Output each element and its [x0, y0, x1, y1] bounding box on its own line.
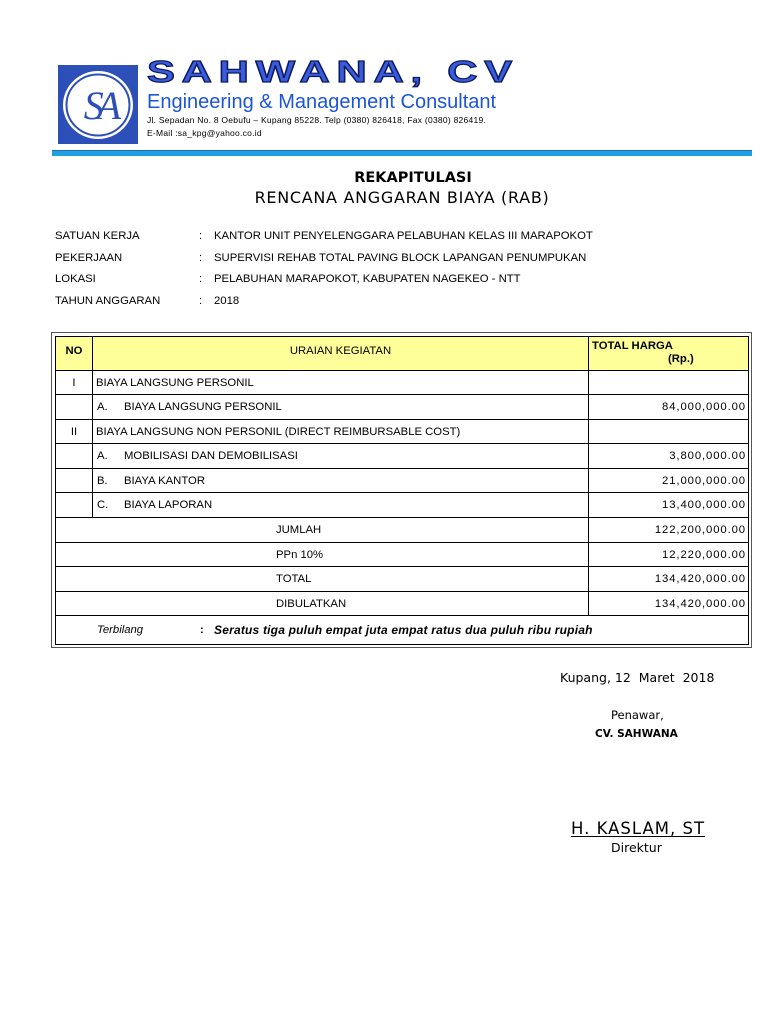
summary-amount: 12,220,000.00 — [589, 543, 749, 567]
terbilang-text: Seratus tiga puluh empat juta empat ratus dua puluh ribu rupiah — [214, 622, 593, 637]
row-no: II — [56, 420, 93, 444]
info-row-lokasi — [0, 274, 768, 288]
row-description: BIAYA LANGSUNG NON PERSONIL (DIRECT REIMBURSABLE COST) — [93, 420, 589, 444]
signer-name: H. KASLAM, ST — [571, 819, 706, 838]
info-row-pekerjaan — [0, 253, 768, 267]
header-total-unit: (Rp.) — [668, 352, 694, 365]
header-uraian: URAIAN KEGIATAN — [93, 337, 589, 371]
document-title: REKAPITULASI — [354, 170, 472, 186]
row-amount — [589, 371, 749, 395]
summary-amount: 122,200,000.00 — [589, 518, 749, 543]
info-separator: : — [199, 295, 203, 307]
table-row — [56, 469, 749, 493]
summary-label: JUMLAH — [56, 518, 589, 543]
row-no — [56, 469, 93, 493]
row-description — [93, 444, 589, 469]
signer-role: Penawar, — [611, 708, 664, 722]
row-description — [93, 493, 589, 518]
info-label: PEKERJAAN — [55, 252, 123, 264]
signer-company: CV. SAHWANA — [595, 728, 678, 740]
company-email: E-Mail :sa_kpg@yahoo.co.id — [147, 128, 262, 138]
header-total — [589, 337, 749, 371]
info-value: KANTOR UNIT PENYELENGGARA PELABUHAN KELAS III MARAPOKOT — [214, 230, 593, 242]
summary-row-dibulatkan — [56, 592, 749, 616]
info-row-tahun-anggaran — [0, 296, 768, 310]
header-no: NO — [56, 337, 93, 371]
summary-row-total — [56, 567, 749, 592]
info-value: 2018 — [214, 295, 240, 307]
info-row-satuan-kerja — [0, 231, 768, 245]
signer-title: Direktur — [611, 840, 662, 855]
table-header-row — [56, 337, 749, 371]
row-description — [93, 469, 589, 493]
info-separator: : — [199, 230, 203, 242]
row-description — [93, 395, 589, 420]
company-logo — [58, 65, 138, 144]
logo-monogram: SA — [83, 83, 115, 128]
row-amount: 3,800,000.00 — [589, 444, 749, 469]
document-subtitle: RENCANA ANGGARAN BIAYA (RAB) — [254, 188, 550, 207]
summary-row-jumlah — [56, 518, 749, 543]
table-row — [56, 395, 749, 420]
row-item-letter: A. — [97, 450, 108, 462]
summary-label: TOTAL — [56, 567, 589, 592]
row-item-letter: C. — [97, 499, 109, 511]
letterhead-divider — [52, 150, 752, 156]
row-item-letter: B. — [97, 474, 108, 487]
row-no — [56, 493, 93, 518]
info-label: LOKASI — [55, 273, 96, 285]
place-date: Kupang, 12 Maret 2018 — [560, 670, 715, 685]
table-row-section — [56, 420, 749, 444]
row-amount — [589, 420, 749, 444]
company-tagline: Engineering & Management Consultant — [147, 91, 497, 113]
row-amount: 13,400,000.00 — [589, 493, 749, 518]
info-separator: : — [199, 273, 203, 285]
row-amount: 84,000,000.00 — [589, 395, 749, 420]
rab-table-frame — [51, 332, 752, 648]
terbilang-label: Terbilang — [97, 623, 144, 636]
company-address: Jl. Sepadan No. 8 Oebufu – Kupang 85228. Telp (0380) 826418, Fax (0380) 826419. — [147, 115, 487, 125]
rab-table — [55, 336, 749, 645]
terbilang-row — [56, 616, 749, 645]
row-description-text: BIAYA KANTOR — [124, 474, 205, 487]
summary-amount: 134,420,000.00 — [589, 592, 749, 616]
summary-label: DIBULATKAN — [56, 592, 589, 616]
row-no — [56, 395, 93, 420]
row-no — [56, 444, 93, 469]
info-label: SATUAN KERJA — [55, 230, 140, 242]
row-description-text: MOBILISASI DAN DEMOBILISASI — [124, 450, 298, 462]
info-label: TAHUN ANGGARAN — [55, 295, 161, 307]
summary-amount: 134,420,000.00 — [589, 567, 749, 592]
company-name: SAHWANA, CV — [147, 54, 519, 89]
terbilang-cell — [56, 616, 749, 645]
info-value: SUPERVISI REHAB TOTAL PAVING BLOCK LAPANGAN PENUMPUKAN — [214, 252, 587, 264]
row-amount: 21,000,000.00 — [589, 469, 749, 493]
row-description: BIAYA LANGSUNG PERSONIL — [93, 371, 589, 395]
row-item-letter: A. — [97, 401, 108, 413]
table-row-section — [56, 371, 749, 395]
summary-row-ppn — [56, 543, 749, 567]
header-total-label: TOTAL HARGA — [592, 339, 673, 352]
row-no: I — [56, 371, 93, 395]
table-row — [56, 444, 749, 469]
terbilang-separator: : — [200, 623, 204, 636]
row-description-text: BIAYA LANGSUNG PERSONIL — [124, 401, 282, 413]
info-value: PELABUHAN MARAPOKOT, KABUPATEN NAGEKEO - NTT — [214, 273, 521, 285]
summary-label: PPn 10% — [56, 543, 589, 567]
table-row — [56, 493, 749, 518]
info-separator: : — [199, 252, 203, 264]
row-description-text: BIAYA LAPORAN — [124, 499, 213, 511]
